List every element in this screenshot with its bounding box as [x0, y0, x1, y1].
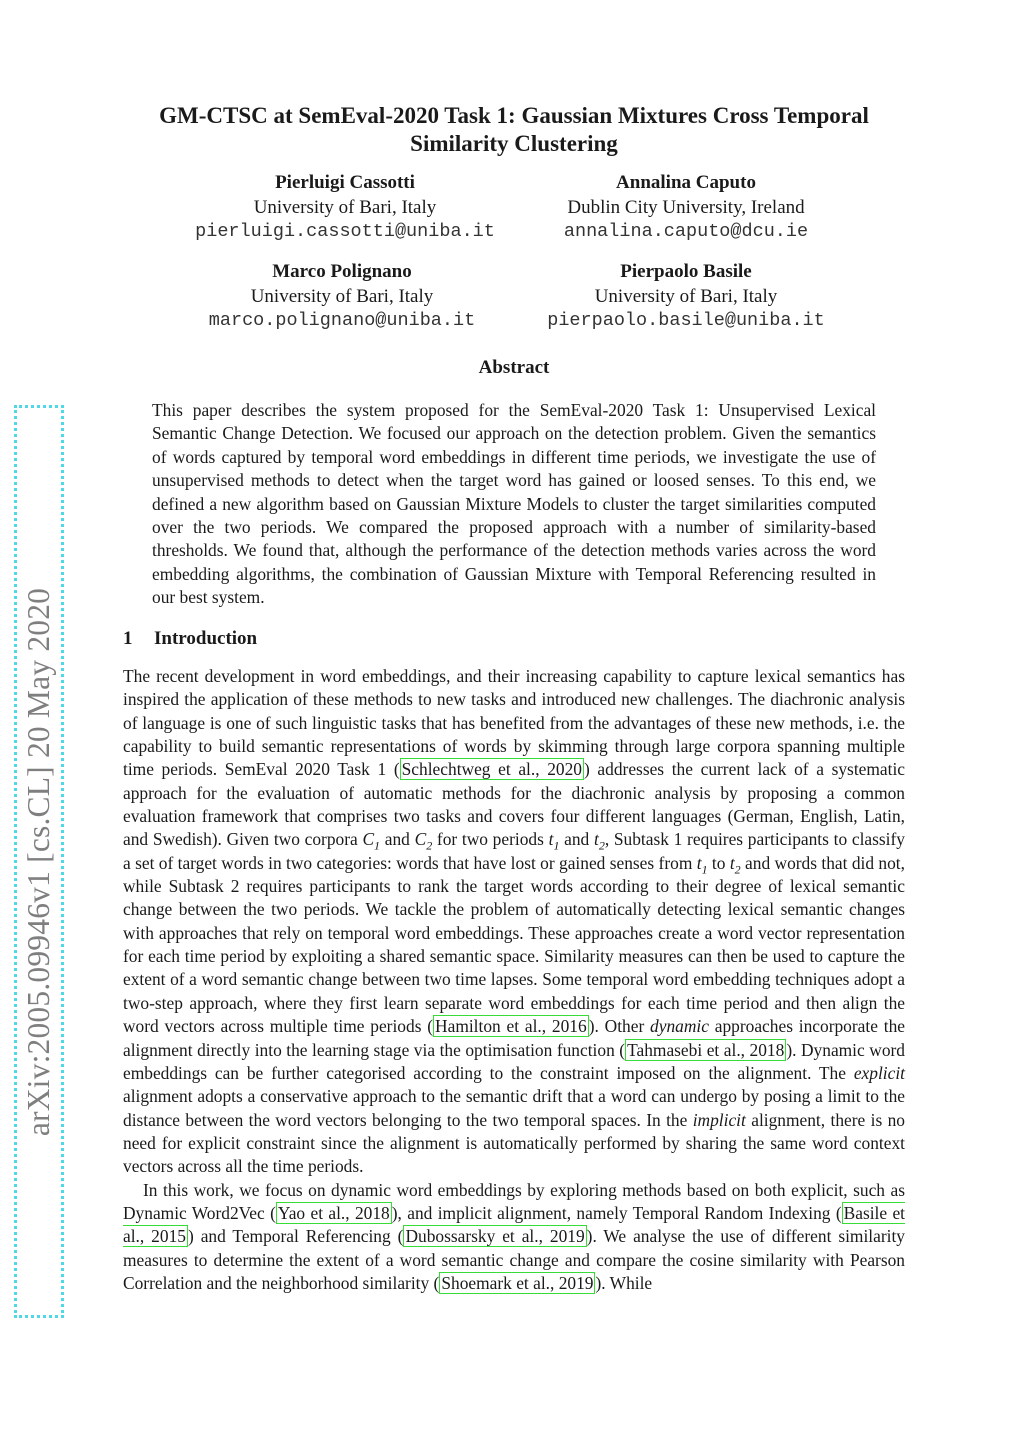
math-subscript: 2 [598, 838, 605, 853]
text-run: ). We analyse the use of different similarity measures to determine the extent of a word semantic change and compare the cosine similarity with Pearson Correlation and the neighborhood similarity ( [123, 1226, 905, 1293]
text-run: approaches incorporate the alignment directly into the learning stage via the optimisation function ( [123, 1016, 905, 1060]
math-subscript: 1 [374, 838, 381, 853]
section-title: Introduction [154, 628, 258, 649]
text-run: The recent development in word embeddings, and their increasing capability to capture lexical semantics has inspired the application of these methods to new tasks and introduced new challenges. The diachronic analysis of language is one of such linguistic tasks that has benefited from the advantages of these new methods, i.e. the capability to build semantic representations of words by skimming through large corpora spanning multiple time periods. SemEval 2020 Task 1 ( [123, 666, 905, 780]
emphasis: explicit [853, 1062, 905, 1083]
math-symbol: t [696, 852, 702, 873]
author-name: Pierluigi Cassotti [275, 172, 415, 193]
math-symbol: t [729, 852, 735, 873]
paragraph-2 [123, 1179, 905, 1296]
math-c1 [362, 829, 381, 853]
text-run: ) and Temporal Referencing ( [187, 1226, 404, 1247]
math-symbol: t [593, 829, 599, 850]
math-t1 [548, 829, 560, 853]
abstract-heading: Abstract [478, 357, 550, 378]
abstract-text: This paper describes the system proposed for the SemEval-2020 Task 1: Unsupervised Lexical Semantic Change Detection. We focused our approach on the detection problem. Given the semantics of words captured by temporal word embeddings in different time periods, we investigate the use of unsupervised methods to detect when the target word has gained or loosed senses. To this end, we defined a new algorithm based on Gaussian Mixture Models to cluster the target similarities computed over the two periods. We compared the proposed approach with a number of similarity-based thresholds. We found that, although the performance of the detection methods varies across the word embedding algorithms, the combination of Gaussian Mixture with Temporal Referencing resulted in our best system. [152, 400, 876, 608]
math-subscript: 2 [426, 838, 433, 853]
text-run: alignment adopts a conservative approach to the semantic drift that a word can undergo by posing a limit to the distance between the word vectors belonging to the two temporal spaces. In the [123, 1086, 905, 1130]
author-email[interactable]: annalina.caputo@dcu.ie [563, 221, 809, 242]
math-subscript: 1 [553, 838, 560, 853]
text-run: ). Other [588, 1016, 651, 1037]
author-email[interactable]: pierpaolo.basile@uniba.it [547, 310, 825, 331]
author-affiliation: University of Bari, Italy [253, 196, 437, 218]
text-run: ) addresses the current lack of a systematic approach for the evaluation of automatic methods for the diachronic analysis by proposing a common evaluation framework that comprises two tasks and covers four different languages (German, English, Latin, and Swedish). Given two corpora [123, 759, 905, 850]
text-run: and [380, 829, 415, 850]
author-affiliation: University of Bari, Italy [594, 285, 778, 307]
author-affiliation: University of Bari, Italy [250, 285, 434, 307]
section-heading [123, 628, 257, 650]
text-run: and words that did not, while Subtask 2 requires participants to rank the target words according to their degree of lexical semantic change between the two periods. We tackle the problem of automatically detecting lexical semantic changes with approaches that rely on temporal word embeddings. These approaches create a word vector representation for each time period by exploiting a shared semantic space. Similarity measures can then be used to capture the extent of a word semantic change between two time lapses. Some temporal word embedding techniques adopt a two-step approach, where they first learn separate word embeddings for each time period and then align the word vectors across multiple time periods ( [123, 852, 905, 1037]
author-block-3 [152, 260, 532, 334]
text-run: ). While [595, 1272, 653, 1293]
text-run: to [707, 852, 730, 873]
citation-shoemark[interactable]: Shoemark et al., 2019 [441, 1272, 594, 1293]
arxiv-stamp[interactable]: arXiv:2005.09946v1 [cs.CL] 20 May 2020 [21, 587, 56, 1136]
citation-basile[interactable]: Basile et al., 2015 [123, 1202, 905, 1247]
text-run: alignment, there is no need for explicit constraint since the alignment is automatically performed by sharing the same word context vectors across all the time periods. [123, 1109, 905, 1177]
emphasis: implicit [692, 1109, 746, 1130]
paragraph-1 [123, 665, 905, 1179]
paper-title [100, 102, 928, 158]
text-run: In this work, we focus on dynamic word embeddings by exploring methods based on both explicit, such as Dynamic Word2Vec ( [123, 1179, 905, 1223]
math-symbol: t [548, 829, 554, 850]
author-block-1 [155, 171, 535, 245]
citation-dubossarsky[interactable]: Dubossarsky et al., 2019 [405, 1226, 585, 1247]
title-line-2: Similarity Clustering [410, 131, 618, 156]
text-run: ), and implicit alignment, namely Temporal Random Indexing ( [391, 1202, 842, 1223]
citation-schlechtweg[interactable]: Schlechtweg et al., 2020 [401, 759, 582, 780]
author-email[interactable]: pierluigi.cassotti@uniba.it [195, 221, 495, 242]
author-email[interactable]: marco.polignano@uniba.it [208, 310, 476, 331]
citation-tahmasebi[interactable]: Tahmasebi et al., 2018 [627, 1039, 785, 1060]
math-t2 [729, 852, 741, 877]
math-subscript: 1 [701, 862, 708, 877]
author-block-4 [496, 260, 876, 334]
title-line-1: GM-CTSC at SemEval-2020 Task 1: Gaussian Mixtures Cross Temporal [159, 103, 869, 128]
citation-yao[interactable]: Yao et al., 2018 [277, 1202, 390, 1223]
citation-hamilton[interactable]: Hamilton et al., 2016 [435, 1016, 587, 1037]
introduction-body [123, 665, 905, 1295]
emphasis: dynamic [650, 1016, 709, 1037]
section-number: 1 [123, 628, 133, 649]
math-subscript: 2 [734, 862, 741, 877]
math-t1 [696, 852, 708, 877]
text-run: and [559, 829, 594, 850]
math-c2 [414, 829, 433, 853]
author-affiliation: Dublin City University, Ireland [567, 196, 805, 218]
text-run: for two periods [432, 829, 549, 850]
author-name: Marco Polignano [272, 261, 412, 282]
text-run: , Subtask 1 requires participants to classify a set of target words in two categories: words that have lost or gained senses from [123, 829, 905, 873]
author-name: Annalina Caputo [616, 172, 756, 193]
author-name: Pierpaolo Basile [620, 261, 752, 282]
author-block-2 [496, 171, 876, 245]
math-symbol: C [362, 829, 375, 850]
text-run: ). Dynamic word embeddings can be further categorised according to the constraint imposed on the alignment. The [123, 1039, 905, 1083]
math-symbol: C [414, 829, 427, 850]
arxiv-stamp-box [14, 405, 64, 1318]
math-t2 [593, 829, 605, 853]
